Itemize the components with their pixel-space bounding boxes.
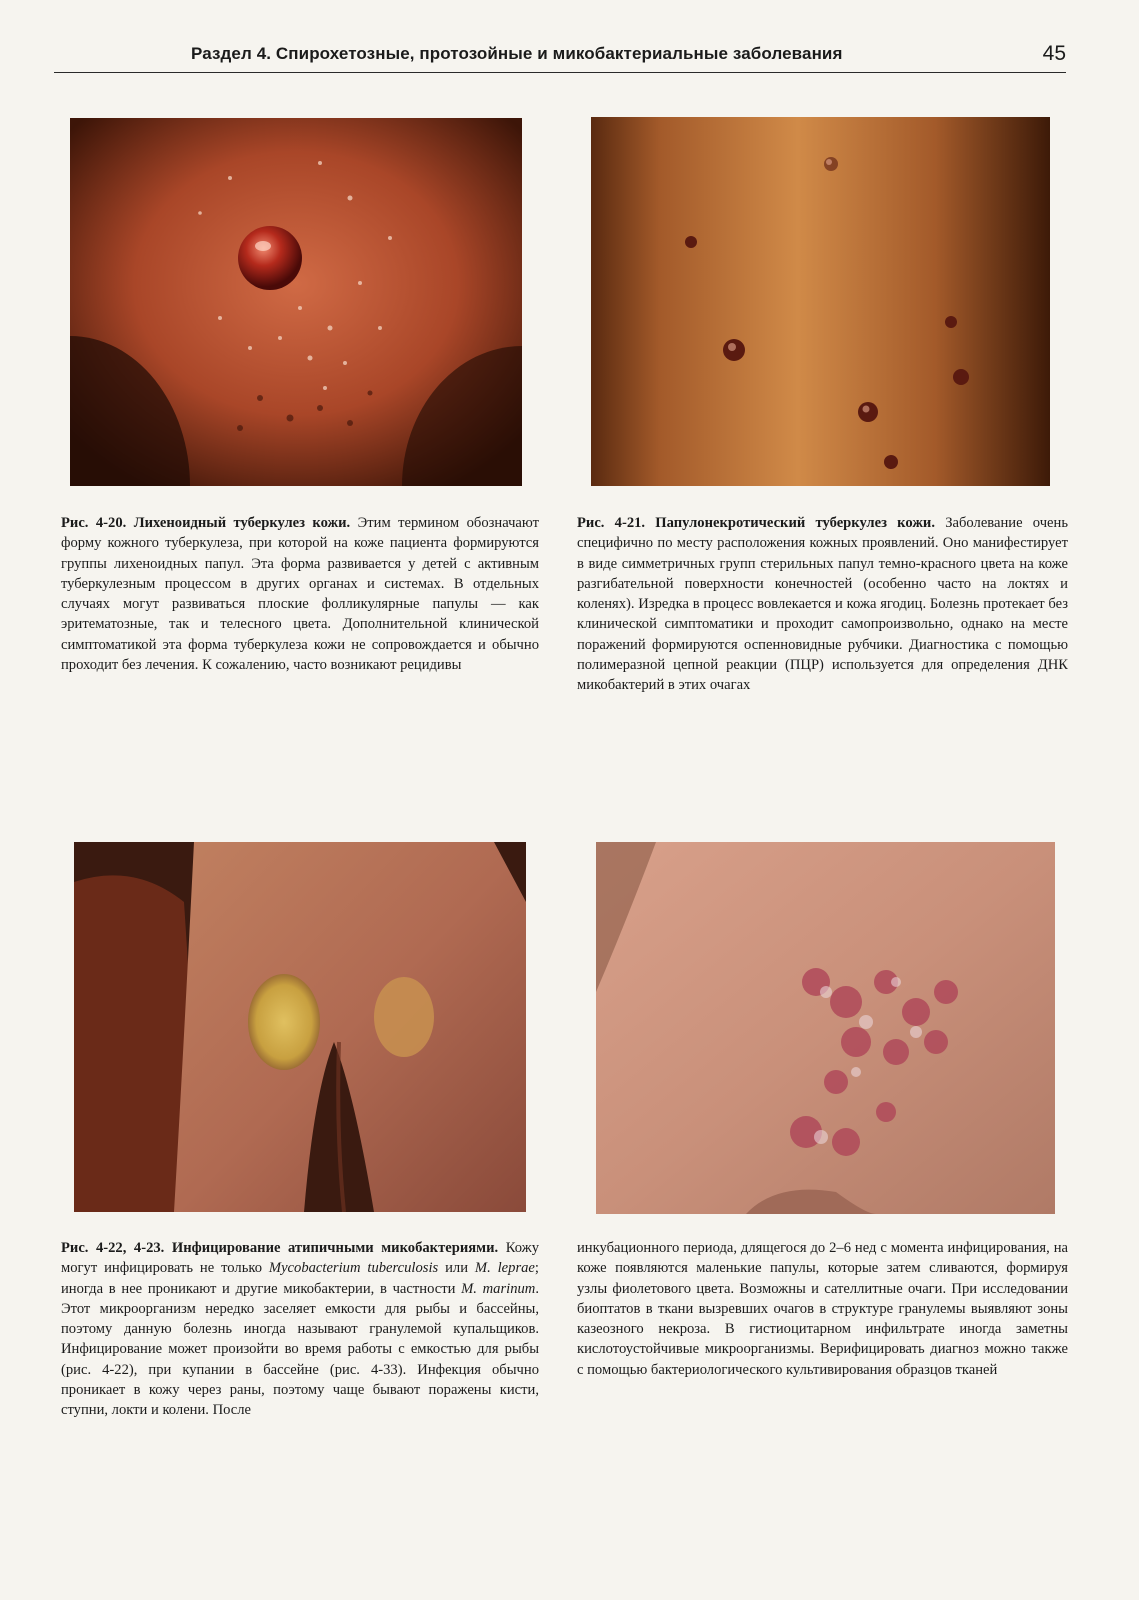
photo-atypical-mycobacteria-finger bbox=[74, 842, 526, 1212]
species-m-marinum: M. marinum bbox=[461, 1280, 536, 1297]
photo-lichenoid-image bbox=[70, 118, 522, 486]
caption-fig-4-20 bbox=[61, 513, 539, 675]
caption-text-4: . Этот микроорганизм нередко заселяет емкости для рыбы и бассейны, поэтому данную болезнь иногда называют гранулемой купальщиков. Инфицирование может произойти во время работы с емкостью для рыбы (рис. 4-22), при купании в бассейне (рис. 4-33). Инфекция обычно проникает в кожу через раны, поэтому чаще бывают поражены кисти, ступни, локти и колени. После bbox=[61, 1280, 539, 1419]
caption-fig-4-22-23-continuation bbox=[577, 1238, 1068, 1380]
species-mycobacterium-tuberculosis: Mycobacterium tuberculosis bbox=[268, 1260, 439, 1277]
photo-lichenoid-tuberculosis bbox=[70, 118, 522, 486]
caption-text-1: Кожу могут инфицировать не только bbox=[61, 1240, 540, 1277]
page-number: 45 bbox=[1042, 42, 1066, 65]
photo-atypical-mycobacteria-hand bbox=[596, 842, 1055, 1214]
photo-finger-image bbox=[74, 842, 526, 1212]
caption-label: Рис. 4-21. Папулонекротический туберкулез кожи. bbox=[577, 515, 935, 531]
caption-label: Рис. 4-20. Лихеноидный туберкулез кожи. bbox=[61, 515, 351, 531]
species-m-leprae: M. leprae bbox=[474, 1260, 535, 1277]
caption-text: Этим термином обозначают форму кожного туберкулеза, при которой на коже пациента формируются группы лихеноидных папул. Эта форма развивается у детей с активным туберкулезным процессом в других органах и системах. В отдельных случаях могут развиваться плоские фолликулярные папулы — как эритематозные, так и телесного цвета. Дополнительной клинической симптоматикой эта форма туберкулеза кожи не сопровождается и обычно проходит без лечения. К сожалению, часто возникают рецидивы bbox=[61, 515, 539, 674]
caption-fig-4-22-23 bbox=[61, 1238, 539, 1421]
caption-fig-4-21 bbox=[577, 513, 1068, 696]
photo-papulonecrotic-tuberculosis bbox=[591, 117, 1050, 486]
caption-text-3: ; иногда в нее проникают и другие микобактерии, в частности bbox=[61, 1260, 539, 1297]
caption-text-2: или bbox=[438, 1260, 475, 1277]
running-header bbox=[54, 42, 1066, 73]
photo-hand-image bbox=[596, 842, 1055, 1214]
caption-label: Рис. 4-22, 4-23. Инфицирование атипичными микобактериями. bbox=[61, 1240, 499, 1256]
caption-continuation-text: инкубационного периода, длящегося до 2–6 нед с момента инфицирования, на коже появляются маленькие папулы, которые затем сливаются, формируя узлы фиолетового цвета. Возможны и сателлитные очаги. При исследовании биоптатов в ткани вызревших очагов в структуре гранулемы выявляют зоны казеозного некроза. В гистиоцитарном инфильтрате иногда заметны кислотоустойчивые микроорганизмы. Верифицировать диагноз можно также с помощью бактериологического культивирования образцов тканей bbox=[577, 1240, 1068, 1378]
photo-papulonecrotic-image bbox=[591, 117, 1050, 486]
section-title: Раздел 4. Спирохетозные, протозойные и микобактериальные заболевания bbox=[191, 44, 843, 63]
caption-text: Заболевание очень специфично по месту расположения кожных проявлений. Оно манифестирует в виде симметричных групп стерильных папул темно-красного цвета на коже разгибательной поверхности конечностей (особенно часто на локтях и коленях). Изредка в процесс вовлекается и кожа ягодиц. Болезнь протекает без клинической симптоматики и проходит самопроизвольно, однако на месте поражений формируются оспенновидные рубчики. Диагностика с помощью полимеразной цепной реакции (ПЦР) используется для определения ДНК микобактерий в этих очагах bbox=[577, 515, 1069, 694]
